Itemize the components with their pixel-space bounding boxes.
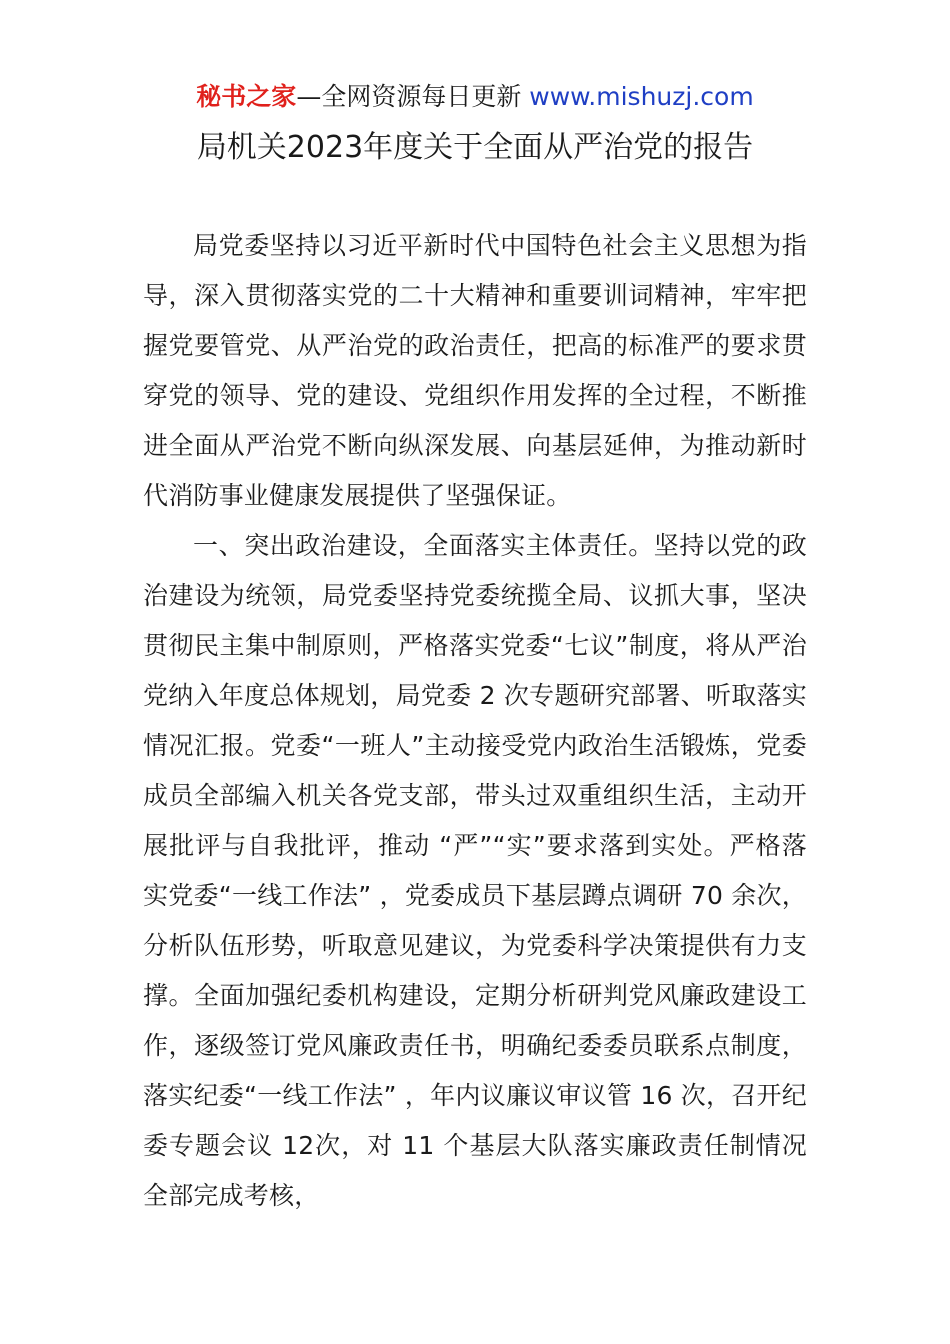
document-body	[143, 221, 807, 1221]
paragraph-intro: 局党委坚持以习近平新时代中国特色社会主义思想为指导，深入贯彻落实党的二十大精神和重要训词精神，牢牢把握党要管党、从严治党的政治责任，把高的标准严的要求贯穿党的领导、党的建设、党组织作用发挥的全过程，不断推进全面从严治党不断向纵深发展、向基层延伸，为推动新时代消防事业健康发展提供了坚强保证。	[143, 231, 807, 510]
paragraph-section-one: 一、突出政治建设，全面落实主体责任。坚持以党的政治建设为统领，局党委坚持党委统揽全局、议抓大事，坚决贯彻民主集中制原则，严格落实党委“七议”制度，将从严治党纳入年度总体规划，局党委 2 次专题研究部署、听取落实情况汇报。党委“一班人”主动接受党内政治生活锻炼，党委成员全部编入机关各党支部，带头过双重组织生活，主动开展批评与自我批评，推动 “严”“实”要求落到实处。严格落实党委“一线工作法” ，党委成员下基层蹲点调研 70 余次，分析队伍形势，听取意见建议，为党委科学决策提供有力支撑。全面加强纪委机构建设，定期分析研判党风廉政建设工作，逐级签订党风廉政责任书，明确纪委委员联系点制度，落实纪委“一线工作法” ，年内议廉议审议管 16 次，召开纪委专题会议 12次，对 11 个基层大队落实廉政责任制情况全部完成考核，	[143, 531, 807, 1210]
header-slogan: —全网资源每日更新	[296, 82, 530, 111]
site-header	[0, 80, 950, 114]
document-title: 局机关2023年度关于全面从严治党的报告	[196, 130, 754, 165]
brand-name: 秘书之家	[196, 82, 297, 111]
site-url-link[interactable]: www.mishuzj.com	[529, 82, 754, 111]
